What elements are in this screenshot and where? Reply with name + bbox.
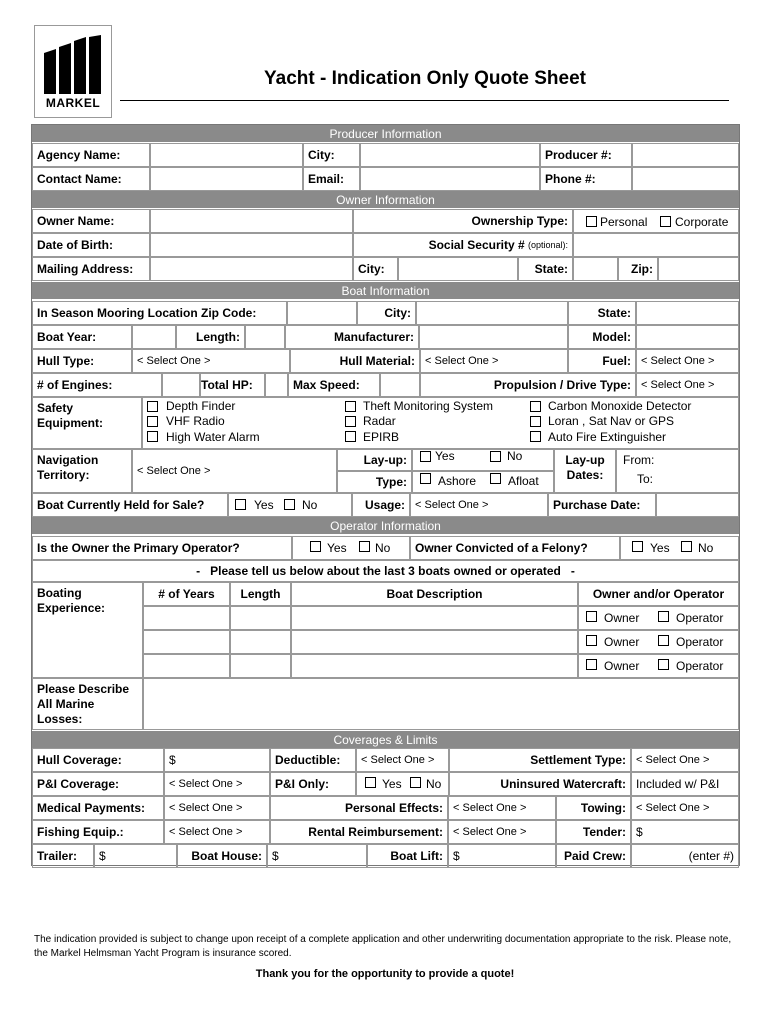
num-engines-label: # of Engines: [32, 373, 162, 397]
quote-form [31, 124, 740, 866]
exp-length-field-2[interactable] [230, 630, 291, 654]
pi-coverage-select[interactable]: < Select One > [164, 772, 270, 796]
boat-year-field[interactable] [132, 325, 176, 349]
towing-label: Towing: [556, 796, 631, 820]
total-hp-label: Total HP: [200, 373, 265, 397]
epirb-checkbox[interactable] [345, 431, 356, 442]
length-field[interactable] [245, 325, 285, 349]
section-header-operator: Operator Information [32, 517, 739, 534]
felony-yes-checkbox[interactable] [632, 541, 643, 552]
loran-gps-label: Loran , Sat Nav or GPS [548, 414, 675, 428]
owner-state-label: State: [518, 257, 573, 281]
section-header-owner: Owner Information [32, 191, 739, 208]
mailing-address-label: Mailing Address: [32, 257, 150, 281]
exp-operator-checkbox-1[interactable] [658, 611, 669, 622]
total-hp-field[interactable] [265, 373, 288, 397]
last-boats-instruction: - Please tell us below about the last 3 boats owned or operated - [32, 560, 739, 582]
primary-no-label: No [375, 541, 391, 555]
layup-no-label: No [507, 449, 523, 463]
high-water-alarm-label: High Water Alarm [166, 430, 260, 444]
exp-owner-checkbox-1[interactable] [586, 611, 597, 622]
email-label: Email: [303, 167, 360, 191]
mooring-state-field[interactable] [636, 301, 739, 325]
primary-no-checkbox[interactable] [359, 541, 370, 552]
loran-gps-checkbox[interactable] [530, 416, 541, 427]
medical-payments-label: Medical Payments: [32, 796, 164, 820]
navigation-territory-label: Navigation Territory: [32, 449, 132, 493]
safety-equipment-label: Safety Equipment: [32, 397, 142, 449]
fire-extinguisher-label: Auto Fire Extinguisher [548, 430, 667, 444]
carbon-monoxide-label: Carbon Monoxide Detector [548, 399, 692, 413]
trailer-field[interactable]: $ [94, 844, 177, 868]
boat-year-label: Boat Year: [32, 325, 132, 349]
settlement-type-label: Settlement Type: [449, 748, 631, 772]
owner-zip-label: Zip: [618, 257, 658, 281]
ssn-label-cell [353, 233, 573, 257]
depth-finder-label: Depth Finder [166, 399, 236, 413]
usage-select[interactable]: < Select One > [410, 493, 548, 517]
fishing-equipment-label: Fishing Equip.: [32, 820, 164, 844]
exp-length-field-1[interactable] [230, 606, 291, 630]
mooring-city-field[interactable] [416, 301, 568, 325]
purchase-date-label: Purchase Date: [548, 493, 656, 517]
boat-description-header: Boat Description [291, 582, 578, 606]
uninsured-watercraft-value: Included w/ P&I [631, 772, 739, 796]
tender-label: Tender: [556, 820, 631, 844]
exp-description-field-2[interactable] [291, 630, 578, 654]
phone-label: Phone #: [540, 167, 632, 191]
boating-experience-label: Boating Experience: [32, 582, 143, 678]
date-of-birth-field[interactable] [150, 233, 353, 257]
primary-yes-label: Yes [327, 541, 347, 555]
fuel-select[interactable]: < Select One > [636, 349, 739, 373]
personal-effects-label: Personal Effects: [270, 796, 448, 820]
purchase-date-field[interactable] [656, 493, 739, 517]
held-for-sale-label: Boat Currently Held for Sale? [32, 493, 228, 517]
owner-zip-field[interactable] [658, 257, 739, 281]
sale-yes-label: Yes [254, 498, 274, 512]
deductible-select[interactable]: < Select One > [356, 748, 449, 772]
max-speed-field[interactable] [380, 373, 420, 397]
towing-select[interactable]: < Select One > [631, 796, 739, 820]
manufacturer-field[interactable] [419, 325, 568, 349]
exp-owner-label-1: Owner [604, 611, 640, 625]
layup-no-checkbox[interactable] [490, 451, 501, 462]
afloat-checkbox[interactable] [490, 473, 501, 484]
length-label: Length: [176, 325, 245, 349]
propulsion-select[interactable]: < Select One > [636, 373, 739, 397]
exp-owner-checkbox-3[interactable] [586, 659, 597, 670]
felony-no-checkbox[interactable] [681, 541, 692, 552]
settlement-type-select[interactable]: < Select One > [631, 748, 739, 772]
medical-payments-select[interactable]: < Select One > [164, 796, 270, 820]
radar-checkbox[interactable] [345, 416, 356, 427]
hull-material-label: Hull Material: [290, 349, 420, 373]
mooring-zip-label: In Season Mooring Location Zip Code: [32, 301, 287, 325]
pi-coverage-label: P&I Coverage: [32, 772, 164, 796]
tender-field[interactable]: $ [631, 820, 739, 844]
primary-yes-checkbox[interactable] [310, 541, 321, 552]
fishing-equipment-select[interactable]: < Select One > [164, 820, 270, 844]
exp-owner-checkbox-2[interactable] [586, 635, 597, 646]
exp-owner-label-3: Owner [604, 659, 640, 673]
layup-dates-label: Lay-up Dates: [554, 449, 616, 493]
producer-city-field[interactable] [360, 143, 540, 167]
boat-lift-label: Boat Lift: [367, 844, 448, 868]
boat-lift-field[interactable]: $ [448, 844, 556, 868]
layup-from-label: From: [623, 453, 655, 467]
contact-name-label: Contact Name: [32, 167, 150, 191]
total-hp-spacer [162, 373, 200, 397]
model-label: Model: [568, 325, 636, 349]
mooring-city-label: City: [357, 301, 416, 325]
page-title: Yacht - Indication Only Quote Sheet [264, 68, 586, 89]
marine-losses-field[interactable] [143, 678, 739, 730]
phone-field[interactable] [632, 167, 739, 191]
exp-operator-checkbox-2[interactable] [658, 635, 669, 646]
owner-name-field[interactable] [150, 209, 353, 233]
section-header-producer: Producer Information [32, 125, 739, 142]
navigation-territory-select[interactable]: < Select One > [132, 449, 337, 493]
markel-logo-icon [44, 35, 102, 94]
personal-effects-select[interactable]: < Select One > [448, 796, 556, 820]
manufacturer-label: Manufacturer: [285, 325, 419, 349]
fire-extinguisher-checkbox[interactable] [530, 431, 541, 442]
pi-only-no-label: No [426, 777, 442, 791]
thank-you-text: Thank you for the opportunity to provide a quote! [255, 968, 515, 980]
trailer-label: Trailer: [32, 844, 94, 868]
high-water-alarm-checkbox[interactable] [147, 431, 158, 442]
corporate-option-label: Corporate [675, 215, 729, 229]
markel-logo [34, 25, 112, 118]
owner-name-label: Owner Name: [32, 209, 150, 233]
pi-only-label: P&I Only: [270, 772, 356, 796]
pi-only-yes-checkbox[interactable] [365, 777, 376, 788]
exp-years-field-3[interactable] [143, 654, 230, 678]
hull-type-select[interactable]: < Select One > [132, 349, 290, 373]
contact-name-field[interactable] [150, 167, 303, 191]
personal-checkbox[interactable] [586, 216, 597, 227]
ssn-field[interactable] [573, 233, 739, 257]
hull-material-select[interactable]: < Select One > [420, 349, 568, 373]
layup-options [412, 449, 554, 471]
primary-operator-label: Is the Owner the Primary Operator? [32, 536, 292, 560]
producer-city-label: City: [303, 143, 360, 167]
ownership-type-label: Ownership Type: [353, 209, 573, 233]
depth-finder-checkbox[interactable] [147, 401, 158, 412]
mailing-address-field[interactable] [150, 257, 353, 281]
fuel-label: Fuel: [568, 349, 636, 373]
theft-monitoring-label: Theft Monitoring System [363, 399, 494, 413]
propulsion-label: Propulsion / Drive Type: [420, 373, 636, 397]
felony-no-label: No [698, 541, 714, 555]
carbon-monoxide-checkbox[interactable] [530, 401, 541, 412]
boat-house-field[interactable]: $ [267, 844, 367, 868]
date-of-birth-label: Date of Birth: [32, 233, 150, 257]
pi-only-yes-label: Yes [382, 777, 402, 791]
email-field[interactable] [360, 167, 540, 191]
theft-monitoring-checkbox[interactable] [345, 401, 356, 412]
ssn-optional-label: (optional): [527, 240, 568, 250]
exp-operator-label-2: Operator [676, 635, 724, 649]
title-rule [120, 100, 729, 101]
personal-option-label: Personal [600, 215, 648, 229]
disclaimer-text: The indication provided is subject to change upon receipt of a complete application and other underwriting documentation appropriate to the risk. Please note, the Markel Helmsman Yacht Program is insurance scored. [34, 934, 732, 959]
agency-name-label: Agency Name: [32, 143, 150, 167]
owner-city-label: City: [353, 257, 398, 281]
section-header-boat: Boat Information [32, 282, 739, 299]
ssn-label: Social Security # [428, 238, 525, 252]
length-header: Length [230, 582, 291, 606]
ashore-label: Ashore [438, 474, 477, 488]
owner-city-field[interactable] [398, 257, 518, 281]
owner-state-field[interactable] [573, 257, 618, 281]
mooring-zip-field[interactable] [287, 301, 357, 325]
layup-type-label: Type: [337, 471, 412, 493]
layup-to-label: To: [637, 472, 654, 486]
exp-description-field-1[interactable] [291, 606, 578, 630]
usage-label: Usage: [352, 493, 410, 517]
exp-description-field-3[interactable] [291, 654, 578, 678]
logo-wordmark: MARKEL [45, 96, 101, 110]
exp-operator-label-3: Operator [676, 659, 724, 673]
sale-no-checkbox[interactable] [284, 499, 295, 510]
paid-crew-field[interactable]: (enter #) [631, 844, 739, 868]
exp-years-field-2[interactable] [143, 630, 230, 654]
layup-yes-label: Yes [435, 449, 455, 463]
num-years-header: # of Years [143, 582, 230, 606]
corporate-checkbox[interactable] [660, 216, 671, 227]
vhf-radio-label: VHF Radio [166, 414, 225, 428]
hull-coverage-label: Hull Coverage: [32, 748, 164, 772]
sale-yes-checkbox[interactable] [235, 499, 246, 510]
felony-yes-label: Yes [650, 541, 670, 555]
producer-number-label: Producer #: [540, 143, 632, 167]
model-field[interactable] [636, 325, 739, 349]
layup-label: Lay-up: [337, 449, 412, 471]
agency-name-field[interactable] [150, 143, 303, 167]
paid-crew-label: Paid Crew: [556, 844, 631, 868]
exp-years-field-1[interactable] [143, 606, 230, 630]
deductible-label: Deductible: [270, 748, 356, 772]
exp-operator-checkbox-3[interactable] [658, 659, 669, 670]
rental-reimbursement-select[interactable]: < Select One > [448, 820, 556, 844]
producer-number-field[interactable] [632, 143, 739, 167]
hull-type-label: Hull Type: [32, 349, 132, 373]
pi-only-no-checkbox[interactable] [410, 777, 421, 788]
section-header-coverages: Coverages & Limits [32, 731, 739, 748]
ashore-checkbox[interactable] [420, 473, 431, 484]
hull-coverage-field[interactable]: $ [164, 748, 270, 772]
marine-losses-label: Please Describe All Marine Losses: [32, 678, 143, 730]
mooring-state-label: State: [568, 301, 636, 325]
radar-label: Radar [363, 414, 396, 428]
felony-label: Owner Convicted of a Felony? [410, 536, 620, 560]
boat-house-label: Boat House: [177, 844, 267, 868]
exp-owner-label-2: Owner [604, 635, 640, 649]
sale-no-label: No [302, 498, 318, 512]
afloat-label: Afloat [508, 474, 539, 488]
max-speed-label: Max Speed: [288, 373, 380, 397]
rental-reimbursement-label: Rental Reimbursement: [270, 820, 448, 844]
owner-operator-header: Owner and/or Operator [578, 582, 739, 606]
vhf-radio-checkbox[interactable] [147, 416, 158, 427]
uninsured-watercraft-label: Uninsured Watercraft: [449, 772, 631, 796]
layup-yes-checkbox[interactable] [420, 451, 431, 462]
epirb-label: EPIRB [363, 430, 400, 444]
exp-operator-label-1: Operator [676, 611, 724, 625]
exp-length-field-3[interactable] [230, 654, 291, 678]
